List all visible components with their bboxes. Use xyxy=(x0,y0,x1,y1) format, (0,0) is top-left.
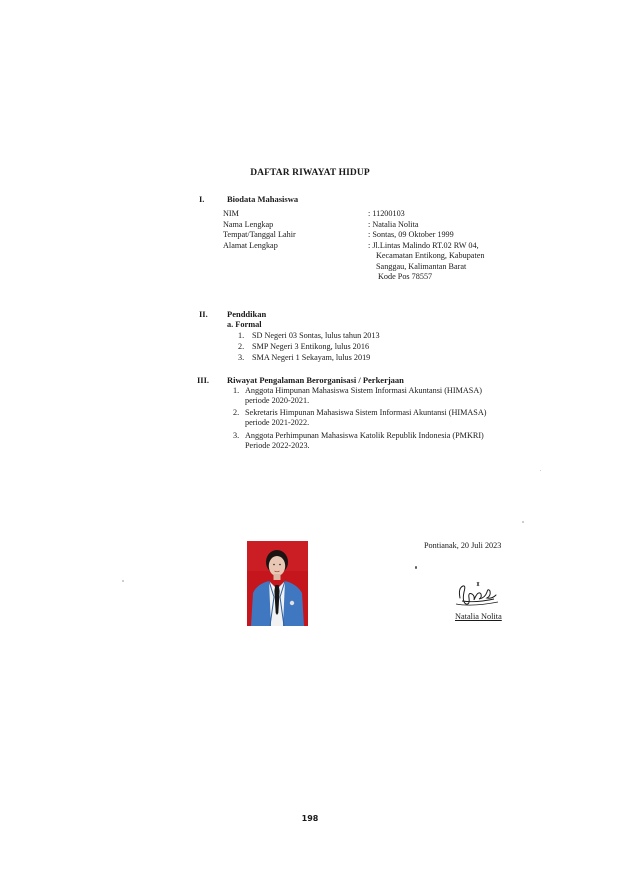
item-number: 3. xyxy=(238,353,245,362)
item-number: 2. xyxy=(233,408,240,417)
address-line: Sanggau, Kalimantan Barat xyxy=(376,261,467,271)
page-number: 198 xyxy=(301,814,319,823)
education-subheading: a. Formal xyxy=(227,320,262,329)
biodata-label: Tempat/Tanggal Lahir xyxy=(223,230,296,239)
item-number: 1. xyxy=(238,331,245,340)
item-text: SD Negeri 03 Sontas, lulus tahun 2013 xyxy=(252,331,380,340)
item-text: Anggota Perhimpunan Mahasiswa Katolik Republik Indonesia (PMKRI) xyxy=(245,431,484,440)
item-number: 1. xyxy=(233,386,240,395)
section-number-2: II. xyxy=(199,309,208,319)
section-number-1: I. xyxy=(199,194,205,204)
scan-speck xyxy=(415,566,417,569)
signature-graphic xyxy=(454,578,502,615)
biodata-label: Nama Lengkap xyxy=(223,219,274,229)
profile-photo xyxy=(247,541,308,626)
biodata-label: NIM xyxy=(223,209,239,218)
item-text: Sekretaris Himpunan Mahasiswa Sistem Informasi Akuntansi (HIMASA) xyxy=(245,408,487,417)
section-heading-experience: Riwayat Pengalaman Berorganisasi / Perkerjaan xyxy=(227,375,404,385)
item-text: periode 2020-2021. xyxy=(245,396,310,406)
biodata-value: : Sontas, 09 Oktober 1999 xyxy=(368,230,454,239)
section-heading-biodata: Biodata Mahasiswa xyxy=(227,194,299,204)
item-number: 2. xyxy=(238,342,245,351)
item-number: 3. xyxy=(233,431,240,440)
biodata-label: Alamat Lengkap xyxy=(223,240,278,250)
item-text: SMP Negeri 3 Entikong, lulus 2016 xyxy=(252,342,370,351)
item-text: Periode 2022-2023. xyxy=(245,441,310,451)
scan-speck xyxy=(122,580,124,582)
scan-speck xyxy=(540,470,541,471)
address-line: Kecamatan Entikong, Kabupaten xyxy=(376,251,485,260)
address-line: Kode Pos 78557 xyxy=(378,272,433,281)
biodata-value: : 11200103 xyxy=(368,209,405,218)
document-title: DAFTAR RIWAYAT HIDUP xyxy=(250,168,370,178)
biodata-value: : Jl.Lintas Malindo RT.02 RW 04, xyxy=(368,240,479,250)
signatory-name: Natalia Nolita xyxy=(455,612,502,621)
section-number-3: III. xyxy=(197,375,210,385)
biodata-value: : Natalia Nolita xyxy=(368,219,419,229)
item-text: periode 2021-2022. xyxy=(245,418,310,428)
scan-speck xyxy=(522,521,524,523)
section-heading-education: Penddikan xyxy=(227,309,267,319)
place-date: Pontianak, 20 Juli 2023 xyxy=(424,541,502,550)
item-text: Anggota Himpunan Mahasiswa Sistem Informasi Akuntansi (HIMASA) xyxy=(245,386,482,395)
item-text: SMA Negeri 1 Sekayam, lulus 2019 xyxy=(252,353,371,362)
